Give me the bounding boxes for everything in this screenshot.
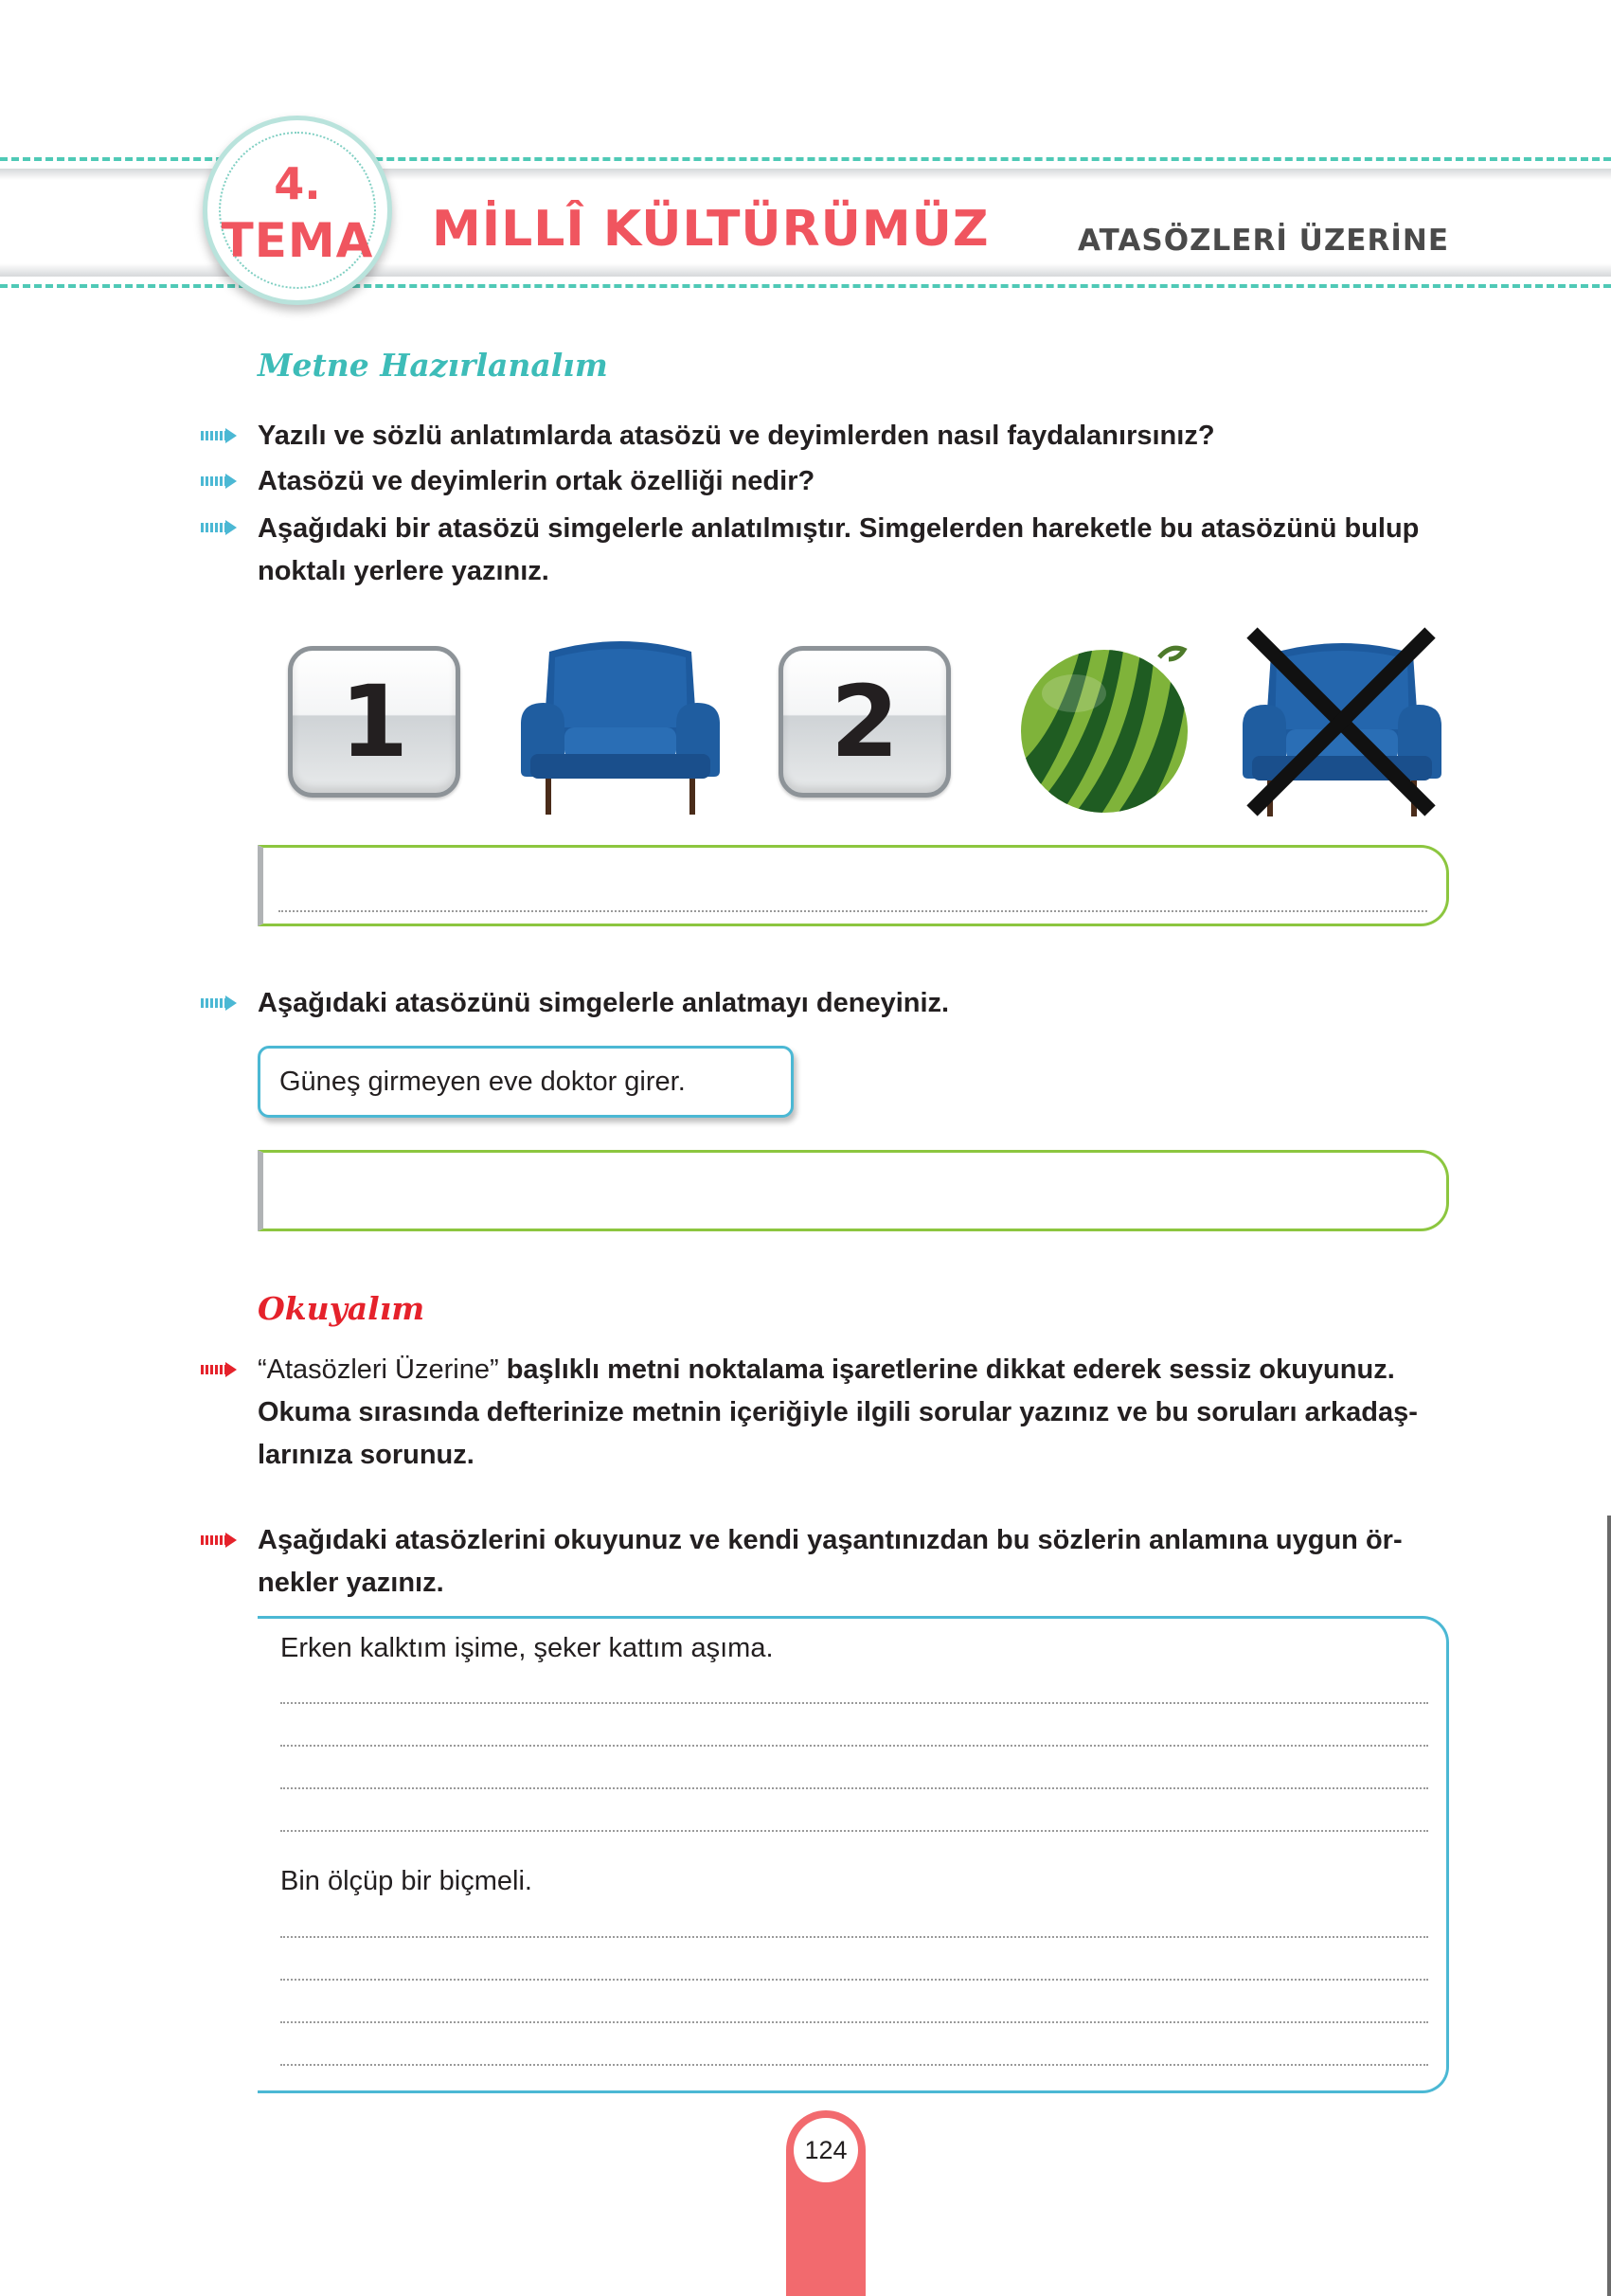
- bullet-arrow-icon: [201, 474, 239, 489]
- dotted-answer-line[interactable]: [280, 1787, 1428, 1789]
- theme-word: TEMA: [221, 213, 374, 268]
- number-key-1: 1: [288, 646, 460, 798]
- crossed-armchair-icon: [1241, 621, 1441, 822]
- page-edge-shadow: [1607, 1516, 1611, 2296]
- dotted-answer-line[interactable]: [280, 1979, 1428, 1981]
- bullet-arrow-icon: [201, 1362, 239, 1377]
- theme-badge: [203, 116, 392, 305]
- watermelon-icon: [1017, 637, 1197, 816]
- theme-number: 4.: [274, 158, 321, 209]
- dotted-answer-line[interactable]: [280, 1936, 1428, 1938]
- reading-instruction-1: [258, 1349, 1449, 1477]
- reading-instruction-1-rest: başlıklı metni noktalama işaretlerine dikkat ederek sessiz okuyunuz. Okuma sırasında defterinize metnin içeriğiyle ilgili sorular yazınız ve bu soruları arkadaş-larınıza sorunuz.: [258, 1354, 1418, 1470]
- reading-heading: Okuyalım: [258, 1290, 425, 1327]
- question-3: Aşağıdaki bir atasözü simgelerle anlatılmıştır. Simgelerden hareketle bu atasözünü bulup noktalı yerlere yazınız.: [258, 513, 1420, 586]
- answer-box-2[interactable]: [258, 1150, 1449, 1231]
- proverb-2: Bin ölçüp bir biçmeli.: [280, 1866, 532, 1896]
- bullet-arrow-icon: [201, 1533, 239, 1548]
- dotted-answer-line[interactable]: [280, 2064, 1428, 2066]
- bullet-arrow-icon: [201, 520, 239, 535]
- text-title-quote: “Atasözleri Üzerine”: [258, 1354, 499, 1385]
- bullet-arrow-icon: [201, 996, 239, 1011]
- question-1: Yazılı ve sözlü anlatımlarda atasözü ve deyimlerden nasıl faydalanırsınız?: [258, 421, 1215, 451]
- proverb-1: Erken kalktım işime, şeker kattım aşıma.: [280, 1633, 774, 1663]
- bullet-arrow-icon: [201, 428, 239, 443]
- text-topic: ATASÖZLERİ ÜZERİNE: [1078, 224, 1449, 258]
- task-2-instruction: Aşağıdaki atasözünü simgelerle anlatmayı deneyiniz.: [258, 988, 950, 1018]
- dotted-answer-line: [278, 910, 1427, 912]
- dotted-answer-line[interactable]: [280, 1745, 1428, 1747]
- reading-instruction-2: Aşağıdaki atasözlerini okuyunuz ve kendi yaşantınızdan bu sözlerin anlamına uygun ör-nekler yazınız.: [258, 1525, 1403, 1598]
- proverb-card: Güneş girmeyen eve doktor girer.: [258, 1046, 794, 1118]
- number-key-2: 2: [779, 646, 951, 798]
- prep-heading: Metne Hazırlanalım: [258, 347, 608, 384]
- answer-box-1[interactable]: [258, 845, 1449, 926]
- armchair-icon: [521, 633, 720, 818]
- dotted-answer-line[interactable]: [280, 1702, 1428, 1704]
- theme-title: MİLLÎ KÜLTÜRÜMÜZ: [432, 201, 990, 258]
- dotted-answer-line[interactable]: [280, 1830, 1428, 1832]
- question-2: Atasözü ve deyimlerin ortak özelliği nedir?: [258, 466, 815, 496]
- dotted-answer-line[interactable]: [280, 2021, 1428, 2023]
- page-number: 124: [794, 2118, 858, 2182]
